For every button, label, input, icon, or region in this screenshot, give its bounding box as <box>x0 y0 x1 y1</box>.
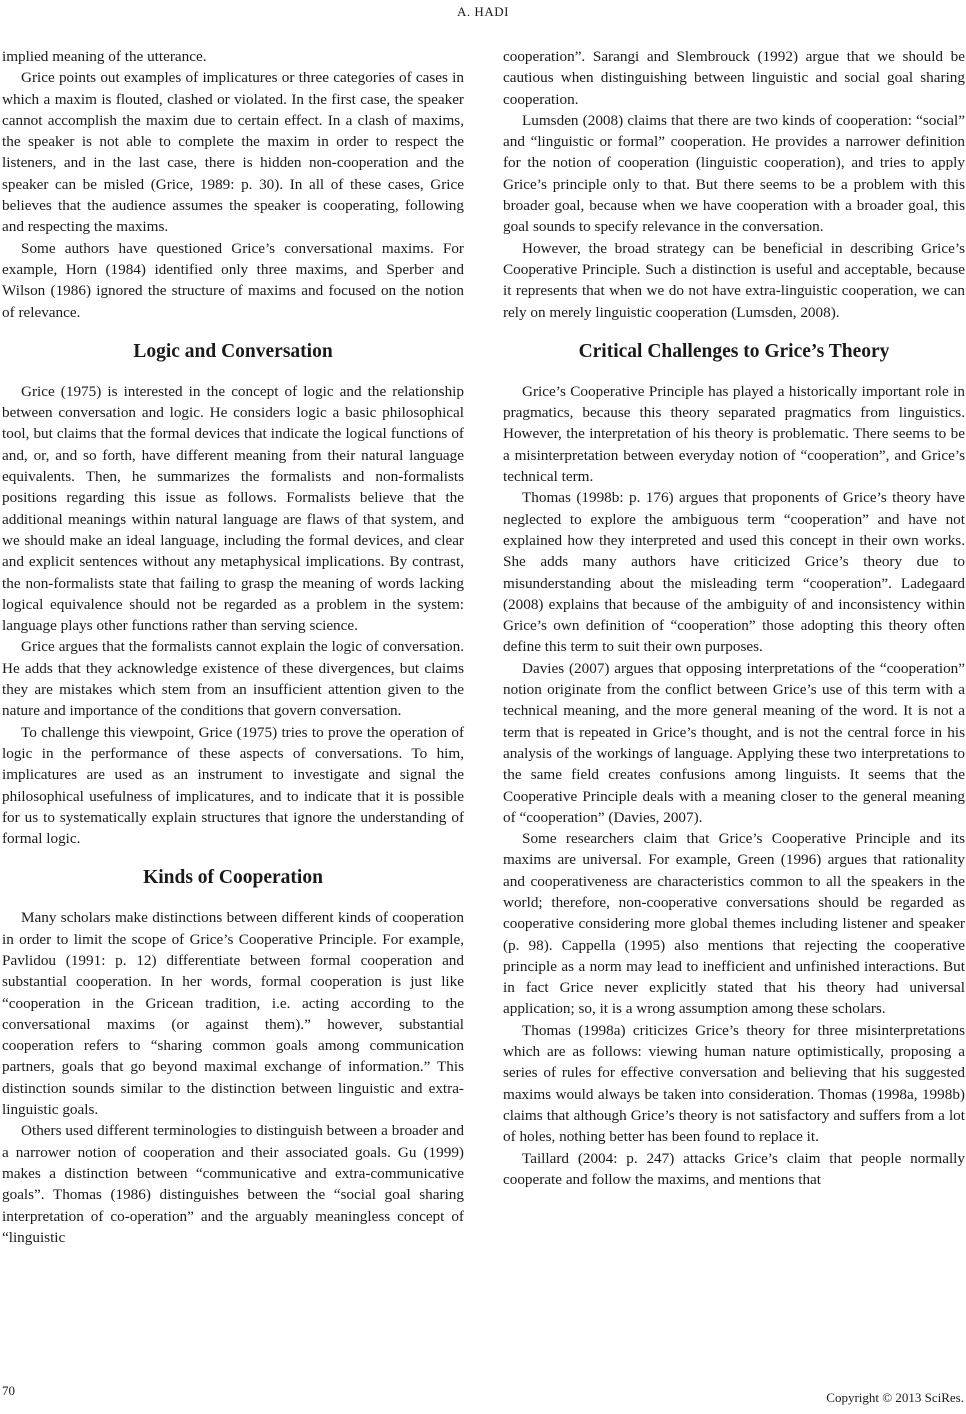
section-heading-logic-and-conversation: Logic and Conversation <box>133 340 333 362</box>
paragraph: Grice’s Cooperative Principle has played a historically important role in pragmatics, because this theory separated pragmatics from linguistics. However, the interpretation of his theory is problematic. There seems to be a misinterpretation between everyday notion of “cooperation”, and Grice’s technical term. <box>503 382 965 486</box>
right-column <box>503 46 965 1190</box>
page-number: 70 <box>2 1383 15 1398</box>
paragraph: Thomas (1998a) criticizes Grice’s theory for three misinterpretations which are as follows: viewing human nature optimistically, proposing a series of rules for effective conversation and believing that his suggested maxims would always be taken into consideration. Thomas (1998a, 1998b) claims that although Grice’s theory is not satisfactory and suffers from a lot of holes, nothing better has been found to replace it. <box>503 1021 965 1146</box>
paragraph: Grice points out examples of implicatures or three categories of cases in which a maxim is flouted, clashed or violated. In the first case, the speaker cannot accomplish the maxim due to certain effect. In a clash of maxims, the speaker is not able to complete the maxim in order to respect the listeners, and in the last case, there is hidden non-cooperation and the speaker can be misled (Grice, 1989: p. 30). In all of these cases, Grice believes that the audience assumes the speaker is cooperating, following and respecting the maxims. <box>2 69 464 236</box>
paragraph: Grice (1975) is interested in the concept of logic and the relationship between conversation and logic. He considers logic a basic philosophical tool, but claims that the formal devices that indicate the logical functions of and, or, and so forth, have different meaning from their natural language equivalents. Then, he summarizes the formalists and non-formalists positions regarding this issue as follows. Formalists believe that the additional meanings within natural language are flaws of that system, and we should make an ideal language, including the formal devices, and clear and explicit sentences without any metaphysical implications. By contrast, the non-formalists state that failing to grasp the meaning of words lacking logical equivalence should not be regarded as a problem in the system: language plays other functions rather than serving science. <box>2 382 464 635</box>
paragraph: Thomas (1998b: p. 176) argues that proponents of Grice’s theory have neglected to explore the ambiguous term “cooperation” and have not explained how they interpreted and used this concept in their own works. She adds many authors have criticized Grice’s theory due to misunderstanding about the misleading term “cooperation”. Ladegaard (2008) explains that because of the ambiguity of and inconsistency within Grice’s own definition of “cooperation” those adopting this theory often define this term to suit their own purposes. <box>503 489 965 656</box>
paragraph: Grice argues that the formalists cannot explain the logic of conversation. He adds that they acknowledge existence of these divergences, but claims they are mistakes which stem from an insufficient attention given to the nature and importance of the conditions that govern conversation. <box>2 638 464 720</box>
paragraph: Others used different terminologies to distinguish between a broader and a narrower notion of cooperation and their associated goals. Gu (1999) makes a distinction between “communicative and extra-communicative goals”. Thomas (1986) distinguishes between the “social goal sharing interpretation of co-operation” and the arguably meaningless concept of “linguistic <box>2 1122 464 1246</box>
left-column <box>2 46 464 1248</box>
paragraph: Davies (2007) argues that opposing interpretations of the “cooperation” notion originate from the conflict between Grice’s use of this term with a technical meaning, and the more general meaning of the word. It is not a term that is repeated in Grice’s thought, and is not the central force in his analysis of the workings of language. Applying these two interpretations to the same field creates confusions among linguists. It seems that the Cooperative Principle deals with a meaning closer to the general meaning of “cooperation” (Davies, 2007). <box>503 659 965 826</box>
paragraph: However, the broad strategy can be beneficial in describing Grice’s Cooperative Principle. Such a distinction is useful and acceptable, because it represents that when we do not have extra-linguistic cooperation, we can rely on merely linguistic cooperation (Lumsden, 2008). <box>503 239 965 321</box>
section-heading-critical-challenges: Critical Challenges to Grice’s Theory <box>578 340 890 362</box>
paragraph: Some authors have questioned Grice’s conversational maxims. For example, Horn (1984) identified only three maxims, and Sperber and Wilson (1986) ignored the structure of maxims and focused on the notion of relevance. <box>2 239 464 321</box>
running-head: A. HADI <box>457 4 509 19</box>
paragraph: Many scholars make distinctions between different kinds of cooperation in order to limit the scope of Grice’s Cooperative Principle. For example, Pavlidou (1991: p. 12) differentiate between formal cooperation and substantial cooperation. In her words, formal cooperation is just like “cooperation in the Gricean tradition, i.e. acting according to the conversational maxims (or against them).” however, substantial cooperation refers to “sharing common goals among communication partners, goals that go beyond maximal exchange of information.” This distinction sounds similar to the distinction between linguistic and extra-linguistic goals. <box>2 909 464 1119</box>
paragraph: Taillard (2004: p. 247) attacks Grice’s claim that people normally cooperate and follow the maxims, and mentions that <box>503 1149 965 1188</box>
copyright-notice: Copyright © 2013 SciRes. <box>826 1390 964 1405</box>
paragraph: To challenge this viewpoint, Grice (1975) tries to prove the operation of logic in the performance of these aspects of conversations. To him, implicatures are used as an instrument to investigate and signal the philosophical usefulness of implicatures, and to indicate that it is possible for us to systematically explain structures that ignore the understanding of formal logic. <box>2 723 464 848</box>
paragraph: Lumsden (2008) claims that there are two kinds of cooperation: “social” and “linguistic or formal” cooperation. He provides a narrower definition for the notion of cooperation (linguistic cooperation), and tries to apply Grice’s principle only to that. But there seems to be a problem with this broader goal, because when we have cooperation with a broader goal, this goal sounds to specify relevance in the conversation. <box>503 111 965 236</box>
paragraph-continuation: implied meaning of the utterance. <box>2 48 207 65</box>
section-heading-kinds-of-cooperation: Kinds of Cooperation <box>143 867 323 889</box>
paragraph: Some researchers claim that Grice’s Cooperative Principle and its maxims are universal. For example, Green (1996) argues that rationality and cooperativeness are characteristics common to all the speakers in the world; therefore, non-cooperative conversations should be regarded as cooperative considering more global themes including listener and speaker (p. 98). Cappella (1995) also mentions that rejecting the cooperative principle as a norm may lead to inefficient and unfinished interactions. But in fact Grice never explicitly stated that his theory had universal application; so, it is a wrong assumption among these scholars. <box>503 830 965 1018</box>
paragraph-continuation: cooperation”. Sarangi and Slembrouck (1992) argue that we should be cautious when distinguishing between linguistic and social goal sharing cooperation. <box>503 48 965 108</box>
